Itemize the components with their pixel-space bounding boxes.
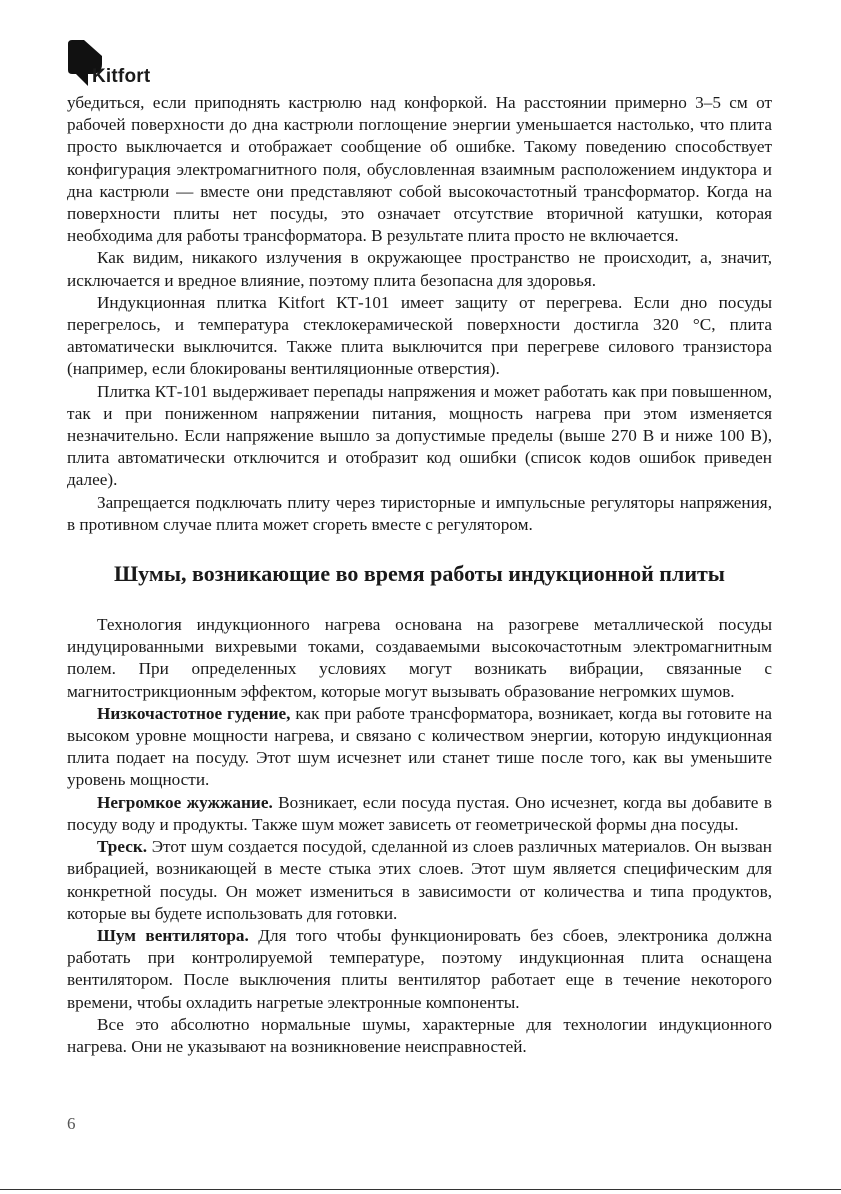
paragraph: Плитка КТ-101 выдерживает перепады напряжения и может работать как при повышенном, так и при пониженном напряжении питания, мощность нагрева при этом изменяется незначительно. Если напряжение вышло за допустимые пределы (выше 270 В и ниже 100 В), плита автоматически отключится и отобразит код ошибки (список кодов ошибок приведен далее). xyxy=(67,381,772,490)
paragraph: Технология индукционного нагрева основана на разогреве металлической посуды индуцированными вихревыми токами, создаваемыми высокочастотным электромагнитным полем. При определенных условиях могут возникать вибрации, связанные с магнитострикционным эффектом, которые могут вызывать образование негромких шумов. xyxy=(67,615,772,701)
noise-paragraph-buzz xyxy=(67,792,772,836)
paragraph: Запрещается подключать плиту через тиристорные и импульсные регуляторы напряжения, в противном случае плита может сгореть вместе с регулятором. xyxy=(67,492,772,534)
document-body xyxy=(67,92,772,1058)
page-number: 6 xyxy=(67,1114,76,1133)
term-description: Возникает, если посуда пустая. Оно исчезнет, когда вы добавите в посуду воду и продукты. Также шум может зависеть от геометрической формы дна посуды. xyxy=(67,792,772,834)
brand-logo xyxy=(68,40,208,90)
term-description: Этот шум создается посудой, сделанной из слоев различных материалов. Он вызван вибрацией, возникающей в месте стыка этих слоев. Этот шум является специфическим для конкретной посуды. Он может измениться в зависимости от количества и типа продуктов, которые вы будете использовать для готовки. xyxy=(67,837,772,923)
term-description: как при работе трансформатора, возникает, когда вы готовите на высоком уровне мощности нагрева, и связано с количеством энергии, которую индукционная плита подает на посуду. Этот шум исчезнет или станет тише после того, как вы уменьшите уровень мощности. xyxy=(67,703,772,790)
paragraph: Как видим, никакого излучения в окружающее пространство не происходит, а, значит, исключается и вредное влияние, поэтому плита безопасна для здоровья. xyxy=(67,248,772,290)
term: Шум вентилятора. xyxy=(97,925,249,945)
term: Негромкое жужжание. xyxy=(97,792,273,812)
term: Низкочастотное гудение, xyxy=(97,703,291,723)
noise-paragraph-hum xyxy=(67,703,772,792)
brand-name: Kitfort xyxy=(92,66,151,87)
section-heading: Шумы, возникающие во время работы индукционной плиты xyxy=(114,561,725,587)
paragraph: убедиться, если приподнять кастрюлю над конфоркой. На расстоянии примерно 3–5 см от рабочей поверхности до дна кастрюли поглощение энергии уменьшается настолько, что плита просто выключается и отображает сообщение об ошибке. Такому поведению способствует конфигурация электромагнитного поля, обусловленная взаимным расположением индуктора и дна кастрюли — вместе они представляют собой высокочастотный трансформатор. Когда на поверхности плиты нет посуды, это означает отсутствие вторичной катушки, которая необходима для работы трансформатора. В результате плита просто не включается. xyxy=(67,93,772,246)
noise-paragraph-crackle xyxy=(67,836,772,925)
term-description: Для того чтобы функционировать без сбоев, электроника должна работать при контролируемой температуре, поэтому индукционная плита оснащена вентилятором. После выключения плиты вентилятор работает еще в течение некоторого времени, чтобы охладить нагретые электронные компоненты. xyxy=(67,925,773,1012)
paragraph: Индукционная плитка Kitfort КТ-101 имеет защиту от перегрева. Если дно посуды перегрелось, и температура стеклокерамической поверхности достигла 320 °С, плита автоматически выключится. Также плита выключится при перегреве силового транзистора (например, если блокированы вентиляционные отверстия). xyxy=(67,292,772,379)
paragraph: Все это абсолютно нормальные шумы, характерные для технологии индукционного нагрева. Они не указывают на возникновение неисправностей. xyxy=(67,1014,772,1056)
term: Треск. xyxy=(97,837,148,857)
page-edge-divider xyxy=(0,1189,841,1190)
noise-paragraph-fan xyxy=(67,925,772,1014)
